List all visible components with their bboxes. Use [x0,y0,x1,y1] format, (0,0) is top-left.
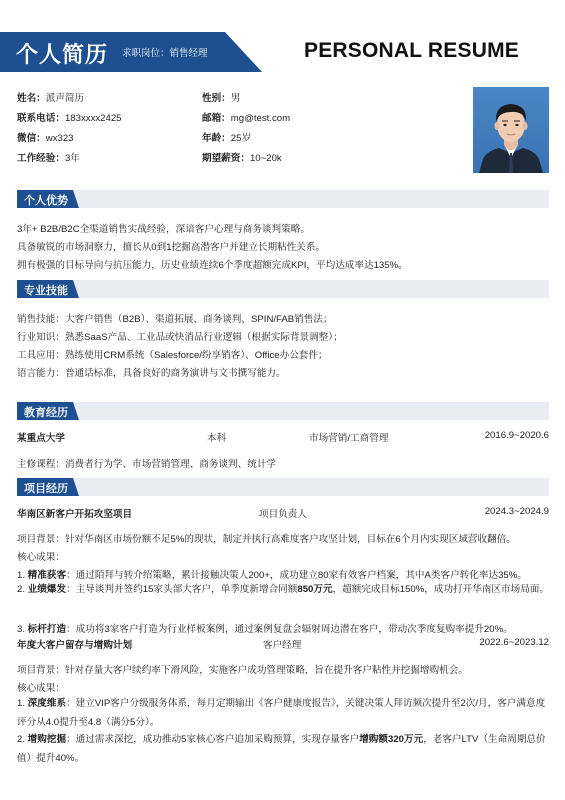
info-phone: 联系电话：183xxxx2425 [17,113,122,124]
job-target: 求职岗位：销售经理 [122,48,208,59]
info-row [17,110,457,124]
education-period: 2016.9~2020.6 [484,430,549,441]
resume-title-en: PERSONAL RESUME [304,39,519,62]
project-result: 3. 标杆打造：成功将3家客户打造为行业样板案例，通过案例复盘会辐射周边潜在客户，带动次季度复购率提升20%。 [17,624,513,635]
info-name: 姓名：派声简历 [17,93,85,104]
info-experience: 工作经验：3年 [17,153,80,164]
info-salary: 期望薪资：10~20k [202,153,282,164]
project-name: 年度大客户留存与增购计划 [17,640,133,651]
section-projects [17,478,549,496]
project-results-label: 核心成果： [17,683,65,694]
project-header [17,637,549,651]
info-wechat: 微信：wx323 [17,133,74,144]
major: 市场营销/工商管理 [309,433,389,444]
project-result: 1. 精准获客：通过陌拜与转介绍策略，累计接触决策人200+，成功建立80家有效客户档案，其中A类客户转化率达35%。 [17,570,527,581]
project-background: 项目背景：针对华南区市场份额不足5%的现状，制定并执行高难度客户攻坚计划，目标在6个月内实现区域营收翻倍。 [17,534,516,545]
section-title: 个人优势 [24,195,68,207]
education-courses: 主修课程：消费者行为学、市场营销管理、商务谈判、统计学 [17,459,277,470]
skill-item: 工具应用：熟练使用CRM系统（Salesforce/纷享销客）、Office办公套件； [17,350,328,361]
skill-item: 语言能力：普通话标准，具备良好的商务演讲与文书撰写能力。 [17,368,286,379]
info-row [17,90,457,104]
section-title: 专业技能 [24,285,68,297]
advantage-item: 拥有极强的目标导向与抗压能力，历史业绩连续6个季度超额完成KPI，平均达成率达135%。 [17,260,408,271]
section-education [17,402,549,420]
advantage-item: 3年+ B2B/B2C全渠道销售实战经验，深谙客户心理与商务谈判策略。 [17,224,310,235]
resume-title: 个人简历 [16,42,109,67]
section-skills [17,280,549,298]
info-row [17,130,457,144]
profile-photo [473,87,549,173]
resume-header [0,32,565,72]
project-period: 2024.3~2024.9 [484,506,549,517]
info-row [17,150,457,164]
project-period: 2022.6~2023.12 [479,637,549,648]
school-name: 某重点大学 [17,433,65,444]
skill-item: 销售技能：大客户销售（B2B）、渠道拓展、商务谈判、SPIN/FAB销售法； [17,314,333,325]
degree: 本科 [207,433,227,444]
project-results-label: 核心成果： [17,552,65,563]
project-background: 项目背景：针对存量大客户续约率下滑风险，实施客户成功管理策略，旨在提升客户粘性并挖掘增购机会。 [17,665,468,676]
education-row [17,430,549,444]
project-name: 华南区新客户开拓攻坚项目 [17,509,133,520]
avatar-illustration [473,87,549,173]
section-advantage [17,190,549,208]
info-age: 年龄：25岁 [202,133,252,144]
project-result: 1. 深度维系：建立VIP客户分级服务体系，每月定期输出《客户健康度报告》，关键决策人拜访频次提升至2次/月，客户满意度评分从4.0提升至4.8（满分5分）。 [17,698,546,728]
info-email: 邮箱：mg@test.com [202,113,291,124]
advantage-item: 具备敏锐的市场洞察力，擅长从0到1挖掘高潜客户并建立长期粘性关系。 [17,242,326,253]
project-result: 2. 增购挖掘：通过需求深挖，成功推动5家核心客户追加采购预算，实现存量客户增购额320万元，老客户LTV（生命周期总价值）提升40%。 [17,734,546,764]
project-header [17,506,549,520]
section-title: 项目经历 [24,483,68,495]
project-result: 2. 业绩爆发：主导谈判并签约15家头部大客户，单季度新增合同额850万元，超额完成目标150%，成功打开华南区市场局面。 [17,584,549,595]
project-role: 客户经理 [263,640,302,651]
info-gender: 性别：男 [202,93,241,104]
skill-item: 行业知识：熟悉SaaS产品、工业品或快消品行业逻辑（根据实际背景调整）； [17,332,343,343]
project-role: 项目负责人 [259,509,307,520]
section-title: 教育经历 [24,407,68,419]
